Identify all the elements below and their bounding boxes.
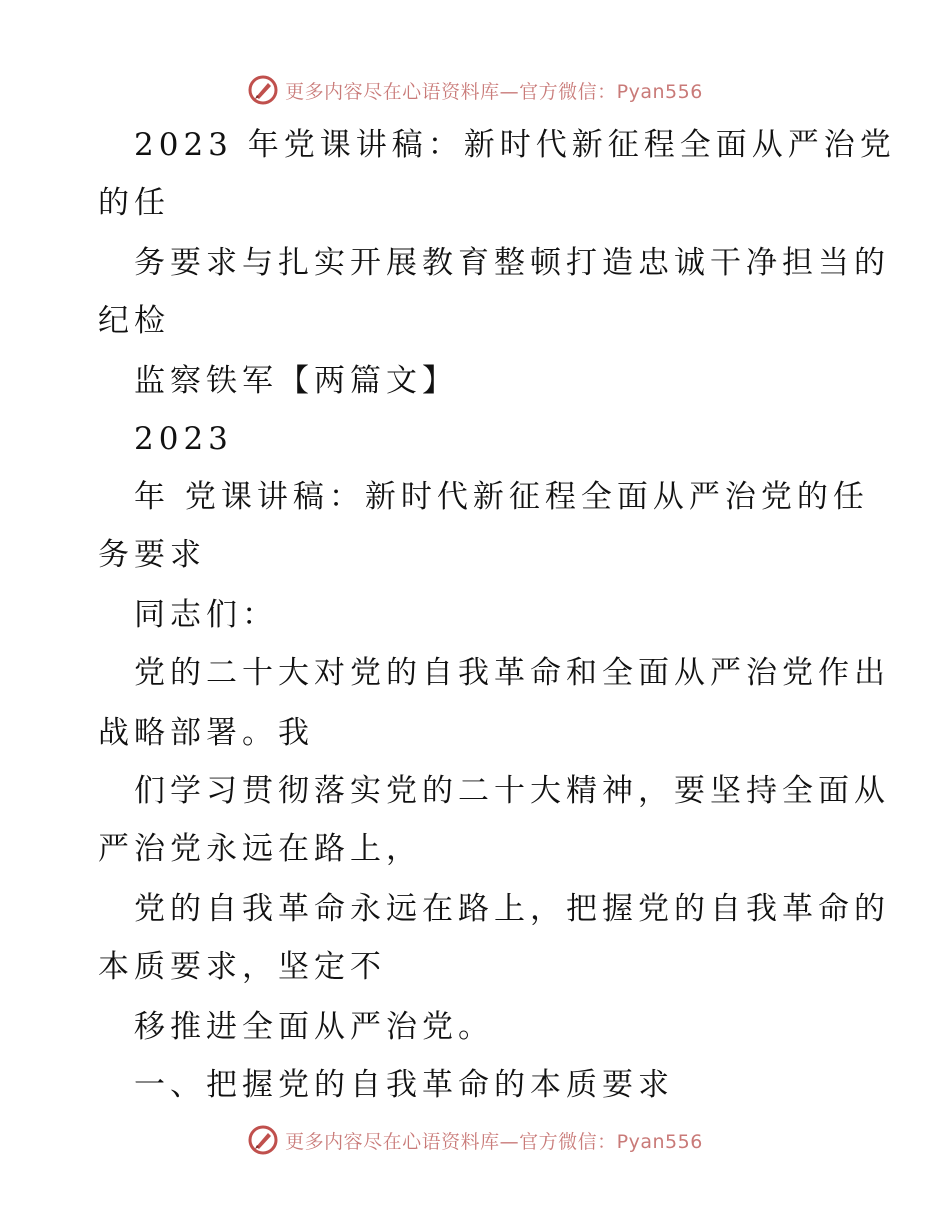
paragraph-line: 党的自我革命永远在路上，把握党的自我革命的 xyxy=(134,891,890,927)
paragraph-line: 2023 年党课讲稿：新时代新征程全面从严治党 xyxy=(134,127,896,163)
footer-watermark xyxy=(0,1120,950,1160)
paragraph-line: 纪检 xyxy=(98,303,170,339)
watermark-text: 更多内容尽在心语资料库—官方微信：Pyan556 xyxy=(285,80,703,103)
header-watermark xyxy=(0,70,950,110)
section-heading: 一、把握党的自我革命的本质要求 xyxy=(134,1067,674,1103)
quill-circle-logo-icon xyxy=(247,1124,279,1156)
paragraph-line: 务要求 xyxy=(98,537,206,573)
paragraph-line: 们学习贯彻落实党的二十大精神，要坚持全面从 xyxy=(134,773,890,809)
paragraph-line: 2023 xyxy=(134,421,233,457)
quill-circle-logo-icon xyxy=(247,74,279,106)
watermark-text: 更多内容尽在心语资料库—官方微信：Pyan556 xyxy=(285,1130,703,1153)
paragraph-line: 本质要求，坚定不 xyxy=(98,949,386,985)
paragraph-line: 党的二十大对党的自我革命和全面从严治党作出 xyxy=(134,655,890,691)
paragraph-line: 移推进全面从严治党。 xyxy=(134,1009,494,1045)
paragraph-line: 的任 xyxy=(98,185,170,221)
paragraph-line: 战略部署。我 xyxy=(98,715,314,751)
paragraph-line: 同志们： xyxy=(134,597,278,633)
paragraph-line: 年 党课讲稿：新时代新征程全面从严治党的任 xyxy=(134,479,869,515)
paragraph-line: 严治党永远在路上， xyxy=(98,831,422,867)
paragraph-line: 务要求与扎实开展教育整顿打造忠诚干净担当的 xyxy=(134,245,890,281)
paragraph-line: 监察铁军【两篇文】 xyxy=(134,363,458,399)
